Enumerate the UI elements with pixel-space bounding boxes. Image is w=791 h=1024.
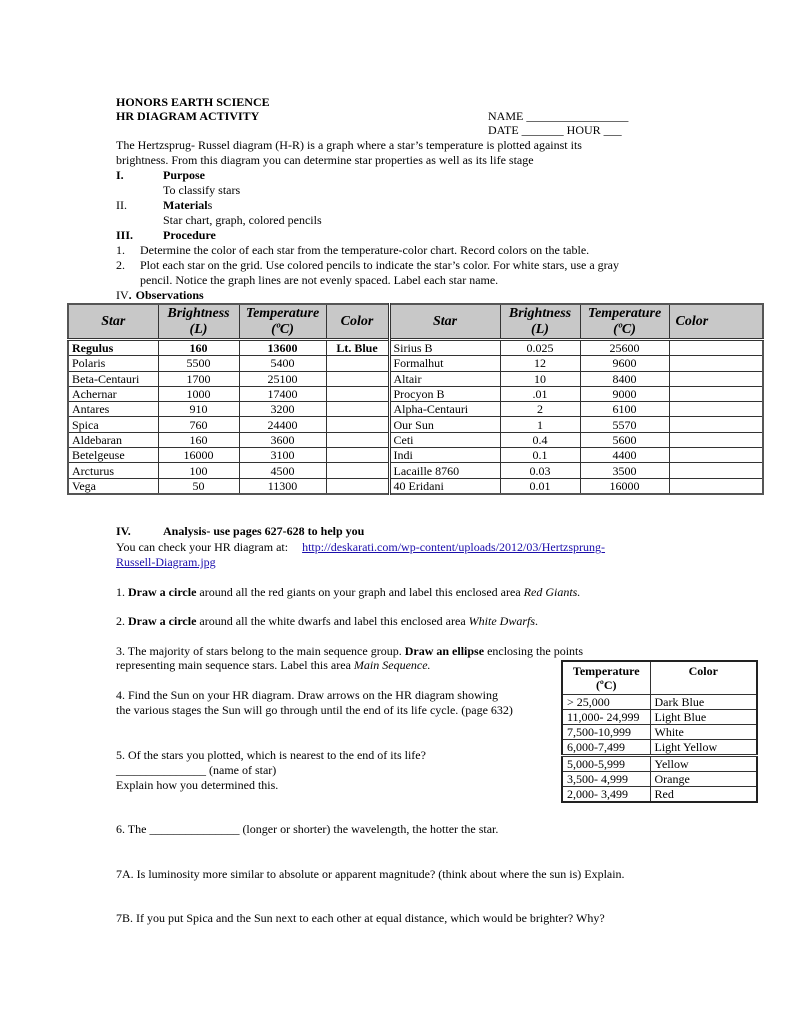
star-row <box>68 478 763 494</box>
q2-action: Draw a circle <box>128 614 197 628</box>
star-brightness: 1700 <box>158 371 239 386</box>
star-name: Vega <box>68 478 158 494</box>
intro-line-1: The Hertzsprug- Russel diagram (H-R) is a graph where a star’s temperature is plotted against its <box>116 138 582 152</box>
star-brightness: 16000 <box>158 448 239 463</box>
step-2-text: Plot each star on the grid. Use colored pencils to indicate the star’s color. For white stars, use a gray <box>140 258 619 272</box>
color-chart-color-name: Orange <box>650 772 757 787</box>
color-chart-color-name: Light Yellow <box>650 740 757 756</box>
star-color[interactable]: Lt. Blue <box>326 340 389 356</box>
header-temperature-label-2: Temperature <box>587 306 662 321</box>
procedure-heading: Procedure <box>163 228 216 242</box>
color-chart-temp-label: Temperature <box>572 664 640 678</box>
purpose-heading: Purpose <box>163 168 205 182</box>
header-brightness <box>158 304 239 340</box>
star-brightness-2: 1 <box>500 417 580 432</box>
star-color-2[interactable] <box>669 417 763 432</box>
header-brightness-2 <box>500 304 580 340</box>
hr-diagram-link[interactable]: http://deskarati.com/wp-content/uploads/2012/03/Hertzsprung- <box>302 540 606 554</box>
star-row <box>68 463 763 478</box>
analysis-number: IV. <box>116 524 131 538</box>
star-color[interactable] <box>326 356 389 371</box>
star-name-2: Ceti <box>389 432 500 447</box>
color-chart-temp-range: 3,500- 4,999 <box>562 772 650 787</box>
question-7b: 7B. If you put Spica and the Sun next to each other at equal distance, which would be brighter? Why? <box>116 911 605 925</box>
color-chart-temp-range: 2,000- 3,499 <box>562 787 650 803</box>
star-temperature: 3200 <box>239 402 326 417</box>
q1-label: Red Giants. <box>523 585 581 599</box>
star-brightness: 760 <box>158 417 239 432</box>
star-row <box>68 432 763 447</box>
color-chart-color-name: White <box>650 725 757 740</box>
star-row <box>68 371 763 386</box>
star-color[interactable] <box>326 371 389 386</box>
question-2 <box>116 614 538 629</box>
star-temperature-2: 5600 <box>580 432 669 447</box>
header-brightness-label: Brightness <box>167 306 230 321</box>
star-temperature-2: 4400 <box>580 448 669 463</box>
star-temperature: 4500 <box>239 463 326 478</box>
star-temperature-2: 8400 <box>580 371 669 386</box>
question-1 <box>116 585 580 600</box>
observations-header-row <box>68 304 763 340</box>
star-color-2[interactable] <box>669 448 763 463</box>
materials-heading-bold: Material <box>163 198 208 212</box>
star-name: Polaris <box>68 356 158 371</box>
header-brightness-unit-2: (L) <box>531 322 549 337</box>
procedure-number: III. <box>116 228 134 242</box>
star-name: Regulus <box>68 340 158 356</box>
star-row <box>68 448 763 463</box>
star-brightness-2: 0.03 <box>500 463 580 478</box>
star-row <box>68 356 763 371</box>
observations-number-dot: . <box>128 288 132 302</box>
star-name: Beta-Centauri <box>68 371 158 386</box>
star-color-2[interactable] <box>669 432 763 447</box>
star-brightness-2: 2 <box>500 402 580 417</box>
color-chart-header <box>562 661 757 695</box>
star-temperature: 3100 <box>239 448 326 463</box>
star-temperature: 5400 <box>239 356 326 371</box>
q3-action: Draw an ellipse <box>404 644 485 658</box>
color-chart-row <box>562 710 757 725</box>
star-name-2: Alpha-Centauri <box>389 402 500 417</box>
analysis-heading: Analysis- use pages 627-628 to help you <box>163 524 365 538</box>
star-color-2[interactable] <box>669 386 763 401</box>
star-temperature-2: 6100 <box>580 402 669 417</box>
star-name: Aldebaran <box>68 432 158 447</box>
star-name: Betelgeuse <box>68 448 158 463</box>
color-chart-row <box>562 787 757 803</box>
star-row <box>68 386 763 401</box>
star-temperature-2: 25600 <box>580 340 669 356</box>
header-temperature-label: Temperature <box>245 306 320 321</box>
q3-text-b: enclosing the points <box>484 644 584 658</box>
q2-number: 2. <box>116 614 128 628</box>
star-brightness-2: 0.025 <box>500 340 580 356</box>
star-brightness-2: .01 <box>500 386 580 401</box>
purpose-text: To classify stars <box>163 183 241 197</box>
q1-number: 1. <box>116 585 128 599</box>
q1-text: around all the red giants on your graph and label this enclosed area <box>196 585 524 599</box>
header-temperature-2 <box>580 304 669 340</box>
star-temperature: 3600 <box>239 432 326 447</box>
header-color-2: Color <box>669 304 763 340</box>
header-brightness-unit: (L) <box>189 322 208 337</box>
color-chart-temp-range: 5,000-5,999 <box>562 756 650 772</box>
star-brightness: 5500 <box>158 356 239 371</box>
course-title: HONORS EARTH SCIENCE <box>116 95 270 109</box>
star-temperature-2: 5570 <box>580 417 669 432</box>
star-color[interactable] <box>326 463 389 478</box>
q3-label: Main Sequence. <box>353 658 431 672</box>
question-6: 6. The _______________ (longer or shorter) the wavelength, the hotter the star. <box>116 822 499 836</box>
intro-line-2: brightness. From this diagram you can determine star properties as well as its life stage <box>116 153 534 167</box>
star-temperature: 24400 <box>239 417 326 432</box>
star-color[interactable] <box>326 478 389 494</box>
question-5: 5. Of the stars you plotted, which is nearest to the end of its life? <box>116 748 426 762</box>
question-3 <box>116 644 583 659</box>
color-chart-row <box>562 695 757 710</box>
color-chart-header-color: Color <box>650 661 757 695</box>
materials-heading <box>163 198 212 213</box>
star-color-2[interactable] <box>669 356 763 371</box>
star-name-2: Lacaille 8760 <box>389 463 500 478</box>
color-chart-row <box>562 740 757 756</box>
color-chart-temp-range: 6,000-7,499 <box>562 740 650 756</box>
step-2-text-cont: pencil. Notice the graph lines are not evenly spaced. Label each star name. <box>140 273 499 287</box>
q3-text-c: representing main sequence stars. Label this area <box>116 658 354 672</box>
star-name-2: Formalhut <box>389 356 500 371</box>
question-4: 4. Find the Sun on your HR diagram. Draw arrows on the HR diagram showing <box>116 688 498 702</box>
color-chart-color-name: Yellow <box>650 756 757 772</box>
star-color-2[interactable] <box>669 402 763 417</box>
star-brightness: 910 <box>158 402 239 417</box>
star-brightness: 1000 <box>158 386 239 401</box>
star-name-2: 40 Eridani <box>389 478 500 494</box>
q1-action: Draw a circle <box>128 585 197 599</box>
star-row <box>68 340 763 356</box>
analysis-check-line <box>116 540 605 555</box>
star-color-2[interactable] <box>669 371 763 386</box>
question-5-explain: Explain how you determined this. <box>116 778 279 792</box>
color-chart-row <box>562 756 757 772</box>
star-brightness: 100 <box>158 463 239 478</box>
hr-diagram-link-cont[interactable]: Russell-Diagram.jpg <box>116 555 216 569</box>
star-temperature-2: 9000 <box>580 386 669 401</box>
color-chart-body <box>562 695 757 803</box>
q2-text: around all the white dwarfs and label this enclosed area <box>196 614 469 628</box>
star-name-2: Indi <box>389 448 500 463</box>
color-chart-temp-range: 11,000- 24,999 <box>562 710 650 725</box>
q3-text-a: 3. The majority of stars belong to the main sequence group. <box>116 644 405 658</box>
star-color-2[interactable] <box>669 340 763 356</box>
star-name: Antares <box>68 402 158 417</box>
observations-title: Observations <box>135 288 204 302</box>
step-1-text: Determine the color of each star from the temperature-color chart. Record colors on the table. <box>140 243 590 257</box>
color-chart-temp-range: 7,500-10,999 <box>562 725 650 740</box>
header-temperature <box>239 304 326 340</box>
observations-body <box>68 340 763 494</box>
observations-table <box>67 303 764 495</box>
star-brightness-2: 10 <box>500 371 580 386</box>
q2-end: . <box>535 614 538 628</box>
star-brightness-2: 0.01 <box>500 478 580 494</box>
star-color[interactable] <box>326 402 389 417</box>
question-3-cont <box>116 658 431 673</box>
star-color[interactable] <box>326 386 389 401</box>
materials-text: Star chart, graph, colored pencils <box>163 213 322 227</box>
color-chart-temp-unit: (ºC) <box>595 678 617 692</box>
question-7a: 7A. Is luminosity more similar to absolute or apparent magnitude? (think about where the sun is) Explain. <box>116 867 625 881</box>
activity-title: HR DIAGRAM ACTIVITY <box>116 109 260 123</box>
question-5-blank[interactable]: _______________ (name of star) <box>116 763 277 777</box>
name-field[interactable]: NAME _________________ <box>488 109 629 123</box>
question-4-cont: the various stages the Sun will go through until the end of its life cycle. (page 632) <box>116 703 513 717</box>
star-brightness-2: 0.4 <box>500 432 580 447</box>
star-brightness-2: 0.1 <box>500 448 580 463</box>
star-temperature: 25100 <box>239 371 326 386</box>
star-temperature: 13600 <box>239 340 326 356</box>
star-brightness: 50 <box>158 478 239 494</box>
star-temperature-2: 3500 <box>580 463 669 478</box>
header-temperature-unit: (ºC) <box>271 322 294 337</box>
color-chart-row <box>562 725 757 740</box>
star-temperature-2: 9600 <box>580 356 669 371</box>
star-temperature: 11300 <box>239 478 326 494</box>
header-temperature-unit-2: (ºC) <box>613 322 636 337</box>
star-temperature-2: 16000 <box>580 478 669 494</box>
check-text: You can check your HR diagram at: <box>116 540 289 554</box>
observations-number: IV <box>116 288 129 302</box>
star-color[interactable] <box>326 448 389 463</box>
color-chart-color-name: Red <box>650 787 757 803</box>
color-chart-color-name: Light Blue <box>650 710 757 725</box>
star-brightness: 160 <box>158 340 239 356</box>
header-star: Star <box>68 304 158 340</box>
star-brightness-2: 12 <box>500 356 580 371</box>
header-color: Color <box>326 304 389 340</box>
star-name-2: Sirius B <box>389 340 500 356</box>
star-name: Spica <box>68 417 158 432</box>
star-name-2: Altair <box>389 371 500 386</box>
star-color[interactable] <box>326 432 389 447</box>
step-2-number: 2. <box>116 258 125 272</box>
star-row <box>68 402 763 417</box>
star-color-2[interactable] <box>669 478 763 494</box>
header-brightness-label-2: Brightness <box>508 306 572 321</box>
star-row <box>68 417 763 432</box>
star-name: Achernar <box>68 386 158 401</box>
purpose-number: I. <box>116 168 124 182</box>
header-star-2: Star <box>389 304 500 340</box>
star-name: Arcturus <box>68 463 158 478</box>
star-name-2: Our Sun <box>389 417 500 432</box>
step-1-number: 1. <box>116 243 125 257</box>
color-chart-temp-range: > 25,000 <box>562 695 650 710</box>
star-name-2: Procyon B <box>389 386 500 401</box>
color-chart-header-temp <box>562 661 650 695</box>
temperature-color-chart <box>561 660 758 803</box>
color-chart-row <box>562 772 757 787</box>
star-color-2[interactable] <box>669 463 763 478</box>
materials-heading-suffix: s <box>207 198 213 212</box>
date-hour-field[interactable]: DATE _______ HOUR ___ <box>488 123 622 137</box>
q2-label: White Dwarfs <box>468 614 535 628</box>
materials-number: II. <box>116 198 127 212</box>
star-temperature: 17400 <box>239 386 326 401</box>
star-color[interactable] <box>326 417 389 432</box>
star-brightness: 160 <box>158 432 239 447</box>
color-chart-color-name: Dark Blue <box>650 695 757 710</box>
observations-heading <box>116 288 204 303</box>
